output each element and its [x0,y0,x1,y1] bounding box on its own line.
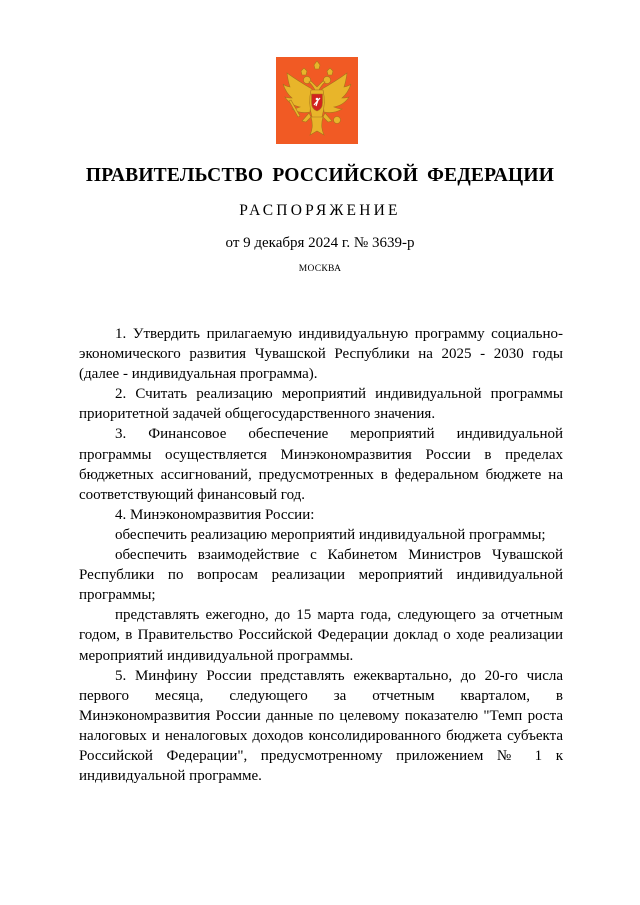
paragraph-2: 2. Считать реализацию мероприятий индивидуальной программы приоритетной задачей общегосударственного значения. [79,386,563,423]
document-date-number: от 9 декабря 2024 г. № 3639-р [225,235,415,251]
document-type: РАСПОРЯЖЕНИЕ [239,202,401,219]
paragraph-4: 4. Минэкономразвития России: [115,506,315,523]
paragraph-4-item-1: обеспечить реализацию мероприятий индивидуальной программы; [115,526,546,543]
government-title: ПРАВИТЕЛЬСТВО РОССИЙСКОЙ ФЕДЕРАЦИИ [85,165,555,186]
document-body [79,324,563,786]
paragraph-4-item-2: обеспечить взаимодействие с Кабинетом Министров Чувашской Республики по вопросам реализации мероприятий индивидуальной программы; [79,547,563,604]
document-city: МОСКВА [298,264,342,274]
paragraph-5: 5. Минфину России представлять ежеквартально, до 20-го числа первого месяца, следующего за отчетным кварталом, в Минэкономразвития России данные по целевому показателю "Темп роста налоговых и неналоговых доходов консолидированного бюджета субъекта Российской Федерации", предусмотренному приложением № 1 к индивидуальной программе. [79,667,563,785]
coat-of-arms-icon [276,57,358,144]
paragraph-1: 1. Утвердить прилагаемую индивидуальную программу социально-экономического развития Чувашской Республики на 2025 - 2030 годы (далее - индивидуальная программа). [79,326,563,383]
paragraph-4-item-3: представлять ежегодно, до 15 марта года, следующего за отчетным годом, в Правительство Российской Федерации доклад о ходе реализации мероприятий индивидуальной программы. [79,607,563,664]
paragraph-3: 3. Финансовое обеспечение мероприятий индивидуальной программы осуществляется Минэкономразвития России в пределах бюджетных ассигнований, предусмотренных в федеральном бюджете на соответствующий финансовый год. [79,426,563,503]
